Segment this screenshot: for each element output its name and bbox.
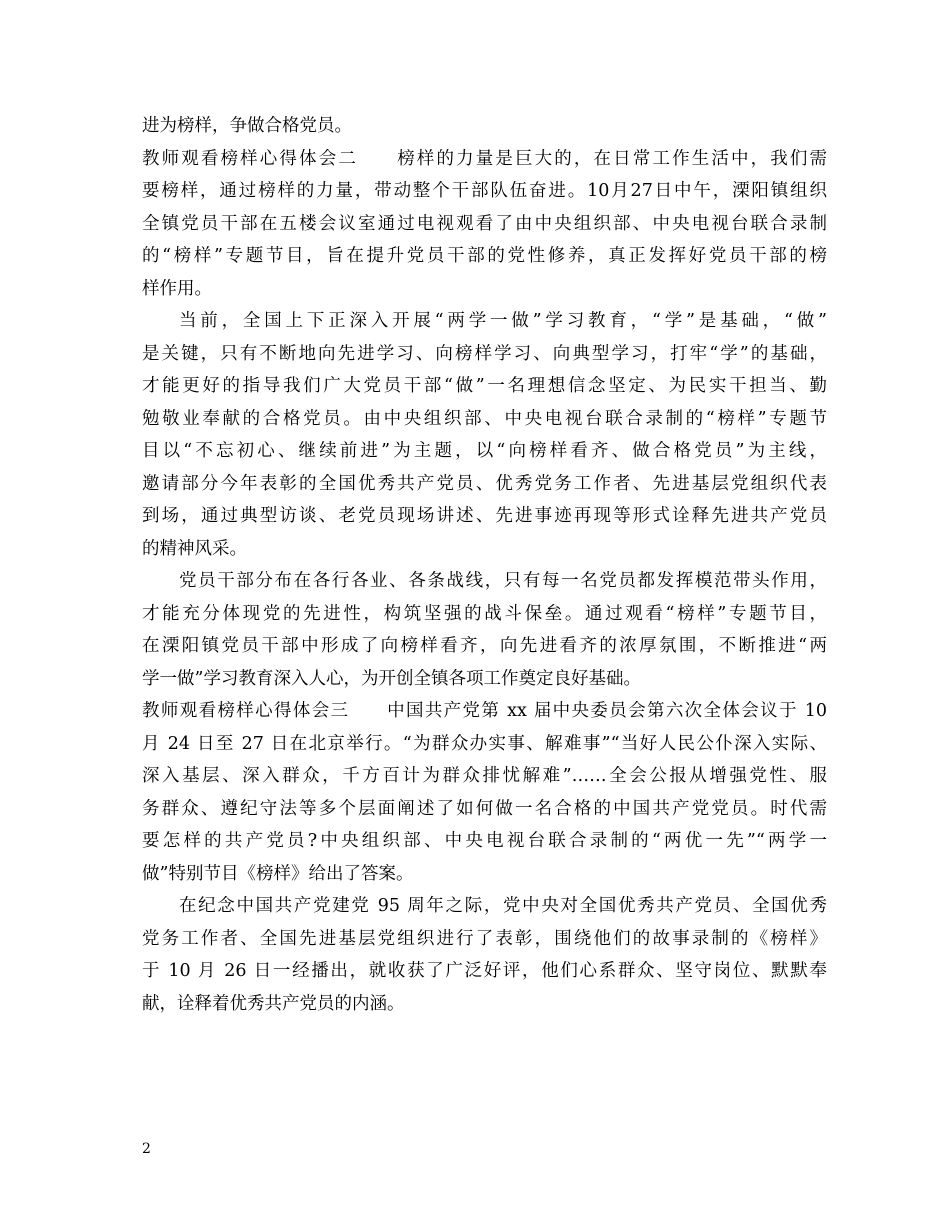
text-line: 才能更好的指导我们广大党员干部“做”一名理想信念坚定、为民实干担当、勤	[142, 376, 827, 396]
text-line: 于 10 月 26 日一经播出，就收获了广泛好评，他们心系群众、坚守岗位、默默奉	[142, 961, 827, 981]
page-number: 2	[142, 1141, 151, 1157]
text-line: 样作用。	[142, 278, 212, 299]
text-line: 要榜样，通过榜样的力量，带动整个干部队伍奋进。10月27日中午，溧阳镇组织	[142, 181, 827, 201]
text-line: 目以“不忘初心、继续前进”为主题，以“向榜样看齐、做合格党员”为主线，	[142, 441, 827, 461]
text-line: 是关键，只有不断地向先进学习、向榜样学习、向典型学习，打牢“学”的基础，	[142, 343, 827, 364]
text-line: 才能充分体现党的先进性，构筑坚强的战斗保垒。通过观看“榜样”专题节目，	[142, 603, 827, 624]
text-line: 务群众、遵纪守法等多个层面阐述了如何做一名合格的中国共产党党员。时代需	[142, 798, 827, 819]
text-line: 在纪念中国共产党建党 95 周年之际，党中央对全国优秀共产党员、全国优秀	[179, 896, 827, 916]
text-line: 教师观看榜样心得体会二 榜样的力量是巨大的，在日常工作生活中，我们需	[142, 148, 827, 169]
text-line: 党务工作者、全国先进基层党组织进行了表彰，围绕他们的故事录制的《榜样》	[142, 928, 827, 949]
text-line: 做”特别节目《榜样》给出了答案。	[142, 863, 414, 884]
text-line: 全镇党员干部在五楼会议室通过电视观看了由中央组织部、中央电视台联合录制	[142, 213, 827, 234]
text-line: 学一做”学习教育深入人心，为开创全镇各项工作奠定良好基础。	[142, 668, 641, 689]
text-line: 月 24 日至 27 日在北京举行。“为群众办实事、解难事”“当好人民公仆深入实际、	[142, 733, 827, 754]
text-line: 到场，通过典型访谈、老党员现场讲述、先进事迹再现等形式诠释先进共产党员	[142, 506, 827, 526]
text-line: 要怎样的共产党员?中央组织部、中央电视台联合录制的“两优一先”“两学一	[142, 831, 827, 851]
text-line: 的精神风采。	[142, 538, 247, 559]
text-line: 进为榜样，争做合格党员。	[142, 116, 352, 136]
document-body	[142, 113, 827, 1023]
text-line: 的“榜样”专题节目，旨在提升党员干部的党性修养，真正发挥好党员干部的榜	[142, 246, 827, 266]
text-line: 当前，全国上下正深入开展“两学一做”学习教育，“学”是基础，“做”	[179, 311, 827, 331]
text-line: 教师观看榜样心得体会三 中国共产党第 xx 届中央委员会第六次全体会议于 10	[142, 701, 827, 721]
text-line: 党员干部分布在各行各业、各条战线，只有每一名党员都发挥模范带头作用，	[179, 571, 827, 591]
text-line: 深入基层、深入群众，千方百计为群众排忧解难”……全会公报从增强党性、服	[142, 766, 827, 786]
text-line: 邀请部分今年表彰的全国优秀共产党员、优秀党务工作者、先进基层党组织代表	[142, 473, 827, 494]
text-line: 在溧阳镇党员干部中形成了向榜样看齐，向先进看齐的浓厚氛围，不断推进“两	[142, 636, 827, 656]
text-line: 献，诠释着优秀共产党员的内涵。	[142, 993, 405, 1014]
text-line: 勉敬业奉献的合格党员。由中央组织部、中央电视台联合录制的“榜样”专题节	[142, 408, 827, 429]
